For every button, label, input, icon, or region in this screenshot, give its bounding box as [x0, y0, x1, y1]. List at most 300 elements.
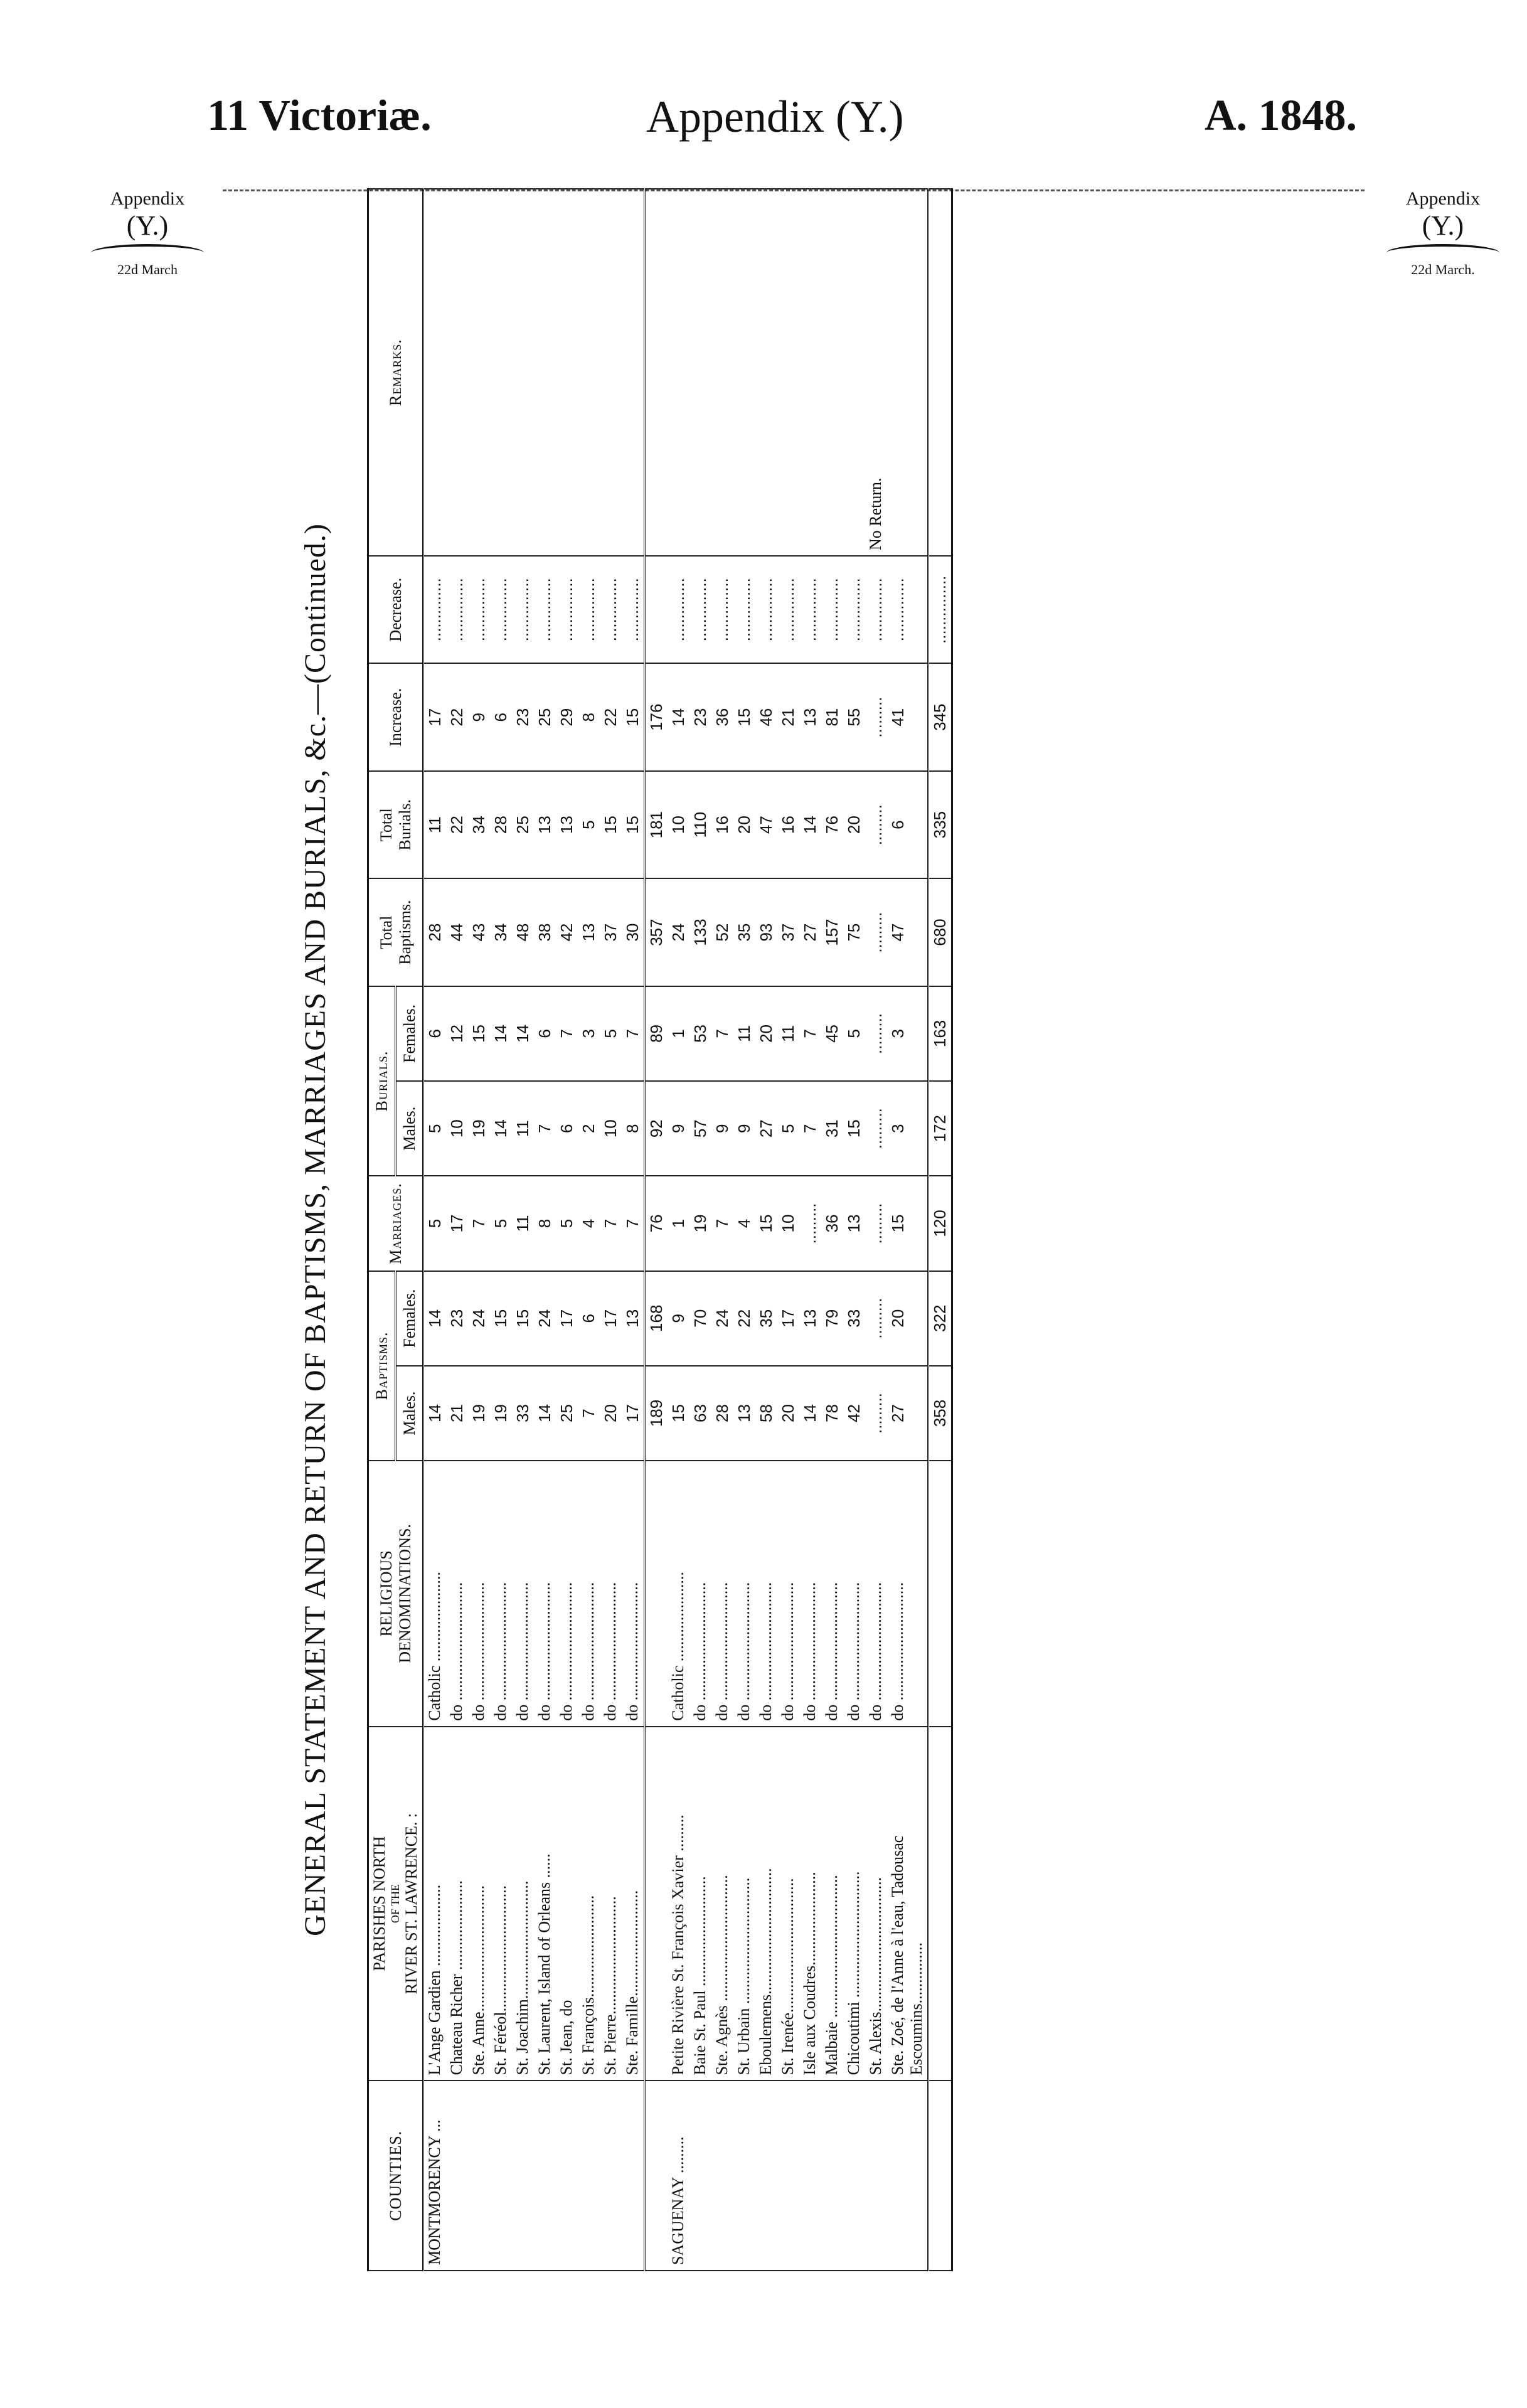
denomination: do ............................. [468, 1461, 490, 1727]
burials-males: 9 [733, 1081, 755, 1176]
col-baptisms: Baptisms. [368, 1271, 396, 1461]
table-row [689, 189, 711, 2271]
margin-date: 22d March [117, 262, 178, 278]
baptisms-females: 23 [446, 1271, 468, 1366]
increase: 8 [578, 663, 600, 770]
total-baptisms-males: 358 [928, 1366, 952, 1461]
burials-females: 5 [843, 986, 865, 1081]
table-row [622, 189, 645, 2271]
parish-name: St. Pierre............................. [600, 1727, 622, 2081]
denomination: do ............................. [821, 1461, 843, 1727]
marriages: ......... [865, 1176, 887, 1271]
burials-males: 10 [600, 1081, 622, 1176]
burials-females: 11 [777, 986, 799, 1081]
remark [600, 189, 622, 556]
brace-mark [91, 244, 204, 262]
denomination: do ............................. [600, 1461, 622, 1727]
decrease: .............. [843, 556, 865, 663]
total-decrease [645, 556, 668, 663]
baptisms-females: 20 [887, 1271, 928, 1366]
table-row [865, 189, 887, 2271]
total-baptisms: 133 [689, 878, 711, 986]
burials-females: 6 [423, 986, 447, 1081]
denomination: Catholic ...................... [668, 1461, 689, 1727]
total-baptisms: 52 [711, 878, 733, 986]
burials-males: 15 [843, 1081, 865, 1176]
burials-males: 7 [799, 1081, 821, 1176]
table-row [668, 189, 689, 2271]
parish-name: L'Ange Gardien .................... [423, 1727, 447, 2081]
decrease: .............. [865, 556, 887, 663]
burials-females: 53 [689, 986, 711, 1081]
remark [928, 189, 952, 556]
total-baptisms-females: 168 [645, 1271, 668, 1366]
total-burials-females: 163 [928, 986, 952, 1081]
denomination: do ............................. [887, 1461, 928, 1727]
remark [556, 189, 578, 556]
burials-females: 7 [711, 986, 733, 1081]
burials-females: 7 [556, 986, 578, 1081]
col-total-baptisms-line1: Total [376, 915, 395, 949]
parish-name [928, 1727, 952, 2081]
increase: 21 [777, 663, 799, 770]
total-burials: 34 [468, 771, 490, 878]
marriages: 10 [777, 1176, 799, 1271]
parish-name: St. Jean, do [556, 1727, 578, 2081]
parish-name: Ste. Zoé, de l'Anne à l'eau, Tadousac Escoumins............... [887, 1727, 928, 2081]
total-increase: 176 [645, 663, 668, 770]
total-baptisms: 75 [843, 878, 865, 986]
baptisms-males: ......... [865, 1366, 887, 1461]
denomination: do ............................. [843, 1461, 865, 1727]
baptisms-males: 21 [446, 1366, 468, 1461]
total-baptisms: 38 [534, 878, 556, 986]
marriages: 5 [556, 1176, 578, 1271]
parish-name: St. Irenée................................. [777, 1727, 799, 2081]
parish-name: St. Alexis................................. [865, 1727, 887, 2081]
burials-females: 3 [578, 986, 600, 1081]
parish-name: St. Joachim............................. [512, 1727, 534, 2081]
col-religious-line1: RELIGIOUS [376, 1550, 395, 1637]
denomination: do ............................. [578, 1461, 600, 1727]
increase: 17 [423, 663, 447, 770]
denomination [928, 1461, 952, 1727]
burials-males: 6 [556, 1081, 578, 1176]
total-baptisms: 35 [733, 878, 755, 986]
remark [622, 189, 645, 556]
county-cell [865, 2080, 887, 2271]
parish-name: Ste. Famille.......................... [622, 1727, 645, 2081]
burials-males: 3 [887, 1081, 928, 1176]
total-burials: 15 [600, 771, 622, 878]
total-burials: 5 [578, 771, 600, 878]
baptisms-males: 7 [578, 1366, 600, 1461]
table-row [512, 189, 534, 2271]
col-decrease: Decrease. [368, 556, 423, 663]
baptisms-females: 22 [733, 1271, 755, 1366]
decrease: .............. [578, 556, 600, 663]
burials-males: 9 [711, 1081, 733, 1176]
remark [821, 189, 843, 556]
denomination: do ............................. [711, 1461, 733, 1727]
running-head-center: Appendix (Y.) [646, 92, 904, 142]
table-row [468, 189, 490, 2271]
table-row [423, 189, 447, 2271]
burials-males: 31 [821, 1081, 843, 1176]
county-cell [821, 2080, 843, 2271]
margin-note-left [78, 188, 216, 277]
total-baptisms: 48 [512, 878, 534, 986]
col-baptisms-females: Females. [396, 1271, 423, 1366]
baptisms-males: 25 [556, 1366, 578, 1461]
baptisms-females: 70 [689, 1271, 711, 1366]
col-parishes-line3: RIVER ST. LAWRENCE. : [402, 1813, 420, 1995]
marriages: 13 [843, 1176, 865, 1271]
burials-males: ......... [865, 1081, 887, 1176]
baptisms-males: 27 [887, 1366, 928, 1461]
increase: 36 [711, 663, 733, 770]
burials-females: 14 [490, 986, 512, 1081]
denomination: do ............................. [865, 1461, 887, 1727]
decrease: .............. [755, 556, 777, 663]
marriages: 17 [446, 1176, 468, 1271]
remark [777, 189, 799, 556]
total-baptisms: 43 [468, 878, 490, 986]
parish-name [645, 1727, 668, 2081]
increase: 22 [600, 663, 622, 770]
baptisms-females: 24 [534, 1271, 556, 1366]
county-cell [468, 2080, 490, 2271]
col-increase: Increase. [368, 663, 423, 770]
marriages: 8 [534, 1176, 556, 1271]
marriages: ......... [799, 1176, 821, 1271]
decrease: .............. [534, 556, 556, 663]
increase: 23 [512, 663, 534, 770]
margin-date: 22d March. [1411, 262, 1475, 278]
remark [512, 189, 534, 556]
increase: 46 [755, 663, 777, 770]
denomination: do ............................. [446, 1461, 468, 1727]
baptisms-females: 14 [423, 1271, 447, 1366]
marriages: 11 [512, 1176, 534, 1271]
county-cell [843, 2080, 865, 2271]
baptisms-males: 19 [468, 1366, 490, 1461]
parish-name: Chateau Richer ...................... [446, 1727, 468, 2081]
increase: 55 [843, 663, 865, 770]
running-head-left: 11 Victoriæ. [207, 92, 432, 140]
marriages: 4 [578, 1176, 600, 1271]
increase: 41 [887, 663, 928, 770]
brace-mark [1386, 244, 1499, 262]
county-cell [578, 2080, 600, 2271]
marriages: 1 [668, 1176, 689, 1271]
table-row [600, 189, 622, 2271]
denomination: do ............................. [534, 1461, 556, 1727]
table-body [423, 189, 952, 2271]
marriages: 15 [755, 1176, 777, 1271]
burials-males: 5 [777, 1081, 799, 1176]
col-burials-females: Females. [396, 986, 423, 1081]
col-parishes [368, 1727, 423, 2081]
remark [468, 189, 490, 556]
col-total-burials-line2: Burials. [395, 799, 414, 851]
total-burials: 25 [512, 771, 534, 878]
table-row [755, 189, 777, 2271]
col-total-baptisms [368, 878, 423, 986]
total-burials: 20 [843, 771, 865, 878]
total-burials: 20 [733, 771, 755, 878]
denomination: do ............................. [622, 1461, 645, 1727]
parish-name: St. François......................... [578, 1727, 600, 2081]
denomination: do ............................. [799, 1461, 821, 1727]
table-row [777, 189, 799, 2271]
decrease: .............. [887, 556, 928, 663]
table-row [733, 189, 755, 2271]
denomination: do ............................. [512, 1461, 534, 1727]
county-cell [711, 2080, 733, 2271]
margin-letter: (Y.) [1422, 210, 1464, 241]
burials-males: 27 [755, 1081, 777, 1176]
baptisms-females: 17 [600, 1271, 622, 1366]
decrease: .............. [799, 556, 821, 663]
baptisms-females: 15 [490, 1271, 512, 1366]
decrease: .............. [468, 556, 490, 663]
county-cell [446, 2080, 468, 2271]
county-cell [490, 2080, 512, 2271]
burials-females: 20 [755, 986, 777, 1081]
county-cell [512, 2080, 534, 2271]
total-row [645, 189, 668, 2271]
denomination: do ............................. [689, 1461, 711, 1727]
baptisms-females: 17 [556, 1271, 578, 1366]
baptisms-females: 79 [821, 1271, 843, 1366]
table-row [446, 189, 468, 2271]
parish-name: Ste. Agnès ............................... [711, 1727, 733, 2081]
total-total-burials: 335 [928, 771, 952, 878]
marriages: 15 [887, 1176, 928, 1271]
county-name: MONTMORENCY ... [423, 2080, 447, 2271]
total-burials: 16 [777, 771, 799, 878]
total-burials: 10 [668, 771, 689, 878]
increase: 81 [821, 663, 843, 770]
baptisms-females: 13 [622, 1271, 645, 1366]
total-baptisms: 157 [821, 878, 843, 986]
total-burials: 13 [534, 771, 556, 878]
total-burials: 13 [556, 771, 578, 878]
total-baptisms: 37 [600, 878, 622, 986]
total-baptisms: 93 [755, 878, 777, 986]
total-marriages: 120 [928, 1176, 952, 1271]
total-baptisms: 37 [777, 878, 799, 986]
burials-males: 7 [534, 1081, 556, 1176]
total-baptisms: 47 [887, 878, 928, 986]
decrease: .............. [512, 556, 534, 663]
baptisms-females: 33 [843, 1271, 865, 1366]
increase: ......... [865, 663, 887, 770]
burials-females: 15 [468, 986, 490, 1081]
baptisms-males: 42 [843, 1366, 865, 1461]
col-total-burials [368, 771, 423, 878]
burials-females: ......... [865, 986, 887, 1081]
burials-males: 5 [423, 1081, 447, 1176]
burials-females: 6 [534, 986, 556, 1081]
decrease: .............. [556, 556, 578, 663]
burials-males: 9 [668, 1081, 689, 1176]
county-cell [689, 2080, 711, 2271]
total-burials: ......... [865, 771, 887, 878]
col-religious-line2: DENOMINATIONS. [395, 1524, 414, 1663]
total-burials: 16 [711, 771, 733, 878]
county-name: SAGUENAY ......... [668, 2080, 689, 2271]
baptisms-males: 78 [821, 1366, 843, 1461]
burials-males: 57 [689, 1081, 711, 1176]
increase: 22 [446, 663, 468, 770]
decrease: .............. [600, 556, 622, 663]
burials-females: 45 [821, 986, 843, 1081]
baptisms-males: 58 [755, 1366, 777, 1461]
total-baptisms: 27 [799, 878, 821, 986]
decrease: .............. [446, 556, 468, 663]
total-row [928, 189, 952, 2271]
baptisms-males: 14 [799, 1366, 821, 1461]
col-religious [368, 1461, 423, 1727]
decrease: .............. [733, 556, 755, 663]
burials-females: 14 [512, 986, 534, 1081]
total-burials: 28 [490, 771, 512, 878]
burials-females: 7 [622, 986, 645, 1081]
increase: 6 [490, 663, 512, 770]
remark [799, 189, 821, 556]
increase: 14 [668, 663, 689, 770]
total-burials: 22 [446, 771, 468, 878]
margin-appendix-label: Appendix [1405, 188, 1481, 209]
total-baptisms-females: 322 [928, 1271, 952, 1366]
col-parishes-line1: PARISHES NORTH [370, 1836, 388, 1971]
decrease: .............. [490, 556, 512, 663]
total-baptisms: 13 [578, 878, 600, 986]
total-baptisms: 44 [446, 878, 468, 986]
burials-females: 12 [446, 986, 468, 1081]
marriages: 4 [733, 1176, 755, 1271]
total-burials-females: 89 [645, 986, 668, 1081]
marriages: 7 [468, 1176, 490, 1271]
total-marriages: 76 [645, 1176, 668, 1271]
total-baptisms: 28 [423, 878, 447, 986]
table-row [556, 189, 578, 2271]
total-baptisms: ......... [865, 878, 887, 986]
table-title: GENERAL STATEMENT AND RETURN OF BAPTISMS, MARRIAGES AND BURIALS, &c.—(Continued.) [299, 523, 332, 1936]
total-baptisms: 42 [556, 878, 578, 986]
total-baptisms: 30 [622, 878, 645, 986]
total-burials: 6 [887, 771, 928, 878]
total-burials: 11 [423, 771, 447, 878]
burials-females: 11 [733, 986, 755, 1081]
increase: 9 [468, 663, 490, 770]
total-burials: 14 [799, 771, 821, 878]
remark [534, 189, 556, 556]
col-total-baptisms-line2: Baptisms. [395, 900, 414, 965]
parish-name: St. Féréol............................... [490, 1727, 512, 2081]
col-total-burials-line1: Total [376, 808, 395, 842]
col-parishes-line2: OF THE [389, 1883, 402, 1924]
marriages: 36 [821, 1176, 843, 1271]
table-row [887, 189, 928, 2271]
baptisms-males: 14 [534, 1366, 556, 1461]
parish-name: Baie St. Paul ........................... [689, 1727, 711, 2081]
total-baptisms: 34 [490, 878, 512, 986]
increase: 23 [689, 663, 711, 770]
county-cell [556, 2080, 578, 2271]
remark [887, 189, 928, 556]
decrease: .............. [689, 556, 711, 663]
remark [578, 189, 600, 556]
county-cell [755, 2080, 777, 2271]
baptisms-females: ......... [865, 1271, 887, 1366]
burials-males: 14 [490, 1081, 512, 1176]
table-row [578, 189, 600, 2271]
total-total-baptisms: 680 [928, 878, 952, 986]
table-row [799, 189, 821, 2271]
baptisms-males: 20 [777, 1366, 799, 1461]
burials-males: 11 [512, 1081, 534, 1176]
parish-name: Chicoutimi ............................... [843, 1727, 865, 2081]
table-row [490, 189, 512, 2271]
returns-table [367, 188, 953, 2271]
baptisms-males: 14 [423, 1366, 447, 1461]
baptisms-males: 20 [600, 1366, 622, 1461]
county-cell [600, 2080, 622, 2271]
decrease: .............. [668, 556, 689, 663]
col-baptisms-males: Males. [396, 1366, 423, 1461]
baptisms-females: 35 [755, 1271, 777, 1366]
total-burials: 15 [622, 771, 645, 878]
margin-note-right [1374, 188, 1512, 277]
remark [733, 189, 755, 556]
total-baptisms: 24 [668, 878, 689, 986]
total-increase: 345 [928, 663, 952, 770]
parish-name: Eboulemens............................... [755, 1727, 777, 2081]
remark: No Return. [865, 189, 887, 556]
remark [668, 189, 689, 556]
baptisms-females: 24 [711, 1271, 733, 1366]
remark [490, 189, 512, 556]
decrease: .............. [622, 556, 645, 663]
parish-name: Isle aux Coudres....................... [799, 1727, 821, 2081]
decrease: .............. [777, 556, 799, 663]
baptisms-females: 24 [468, 1271, 490, 1366]
county-cell [733, 2080, 755, 2271]
total-total-burials: 181 [645, 771, 668, 878]
remark [645, 189, 668, 556]
denomination: do ............................. [490, 1461, 512, 1727]
increase: 15 [622, 663, 645, 770]
remark [689, 189, 711, 556]
burials-females: 7 [799, 986, 821, 1081]
baptisms-males: 28 [711, 1366, 733, 1461]
burials-males: 2 [578, 1081, 600, 1176]
total-burials-males: 92 [645, 1081, 668, 1176]
parish-name: Malbaie ................................... [821, 1727, 843, 2081]
total-burials-males: 172 [928, 1081, 952, 1176]
marriages: 7 [600, 1176, 622, 1271]
marriages: 7 [711, 1176, 733, 1271]
decrease: .............. [821, 556, 843, 663]
denomination: do ............................. [733, 1461, 755, 1727]
burials-females: 1 [668, 986, 689, 1081]
rotated-content [260, 188, 1264, 2271]
parish-name: St. Urbain ............................... [733, 1727, 755, 2081]
baptisms-females: 13 [799, 1271, 821, 1366]
